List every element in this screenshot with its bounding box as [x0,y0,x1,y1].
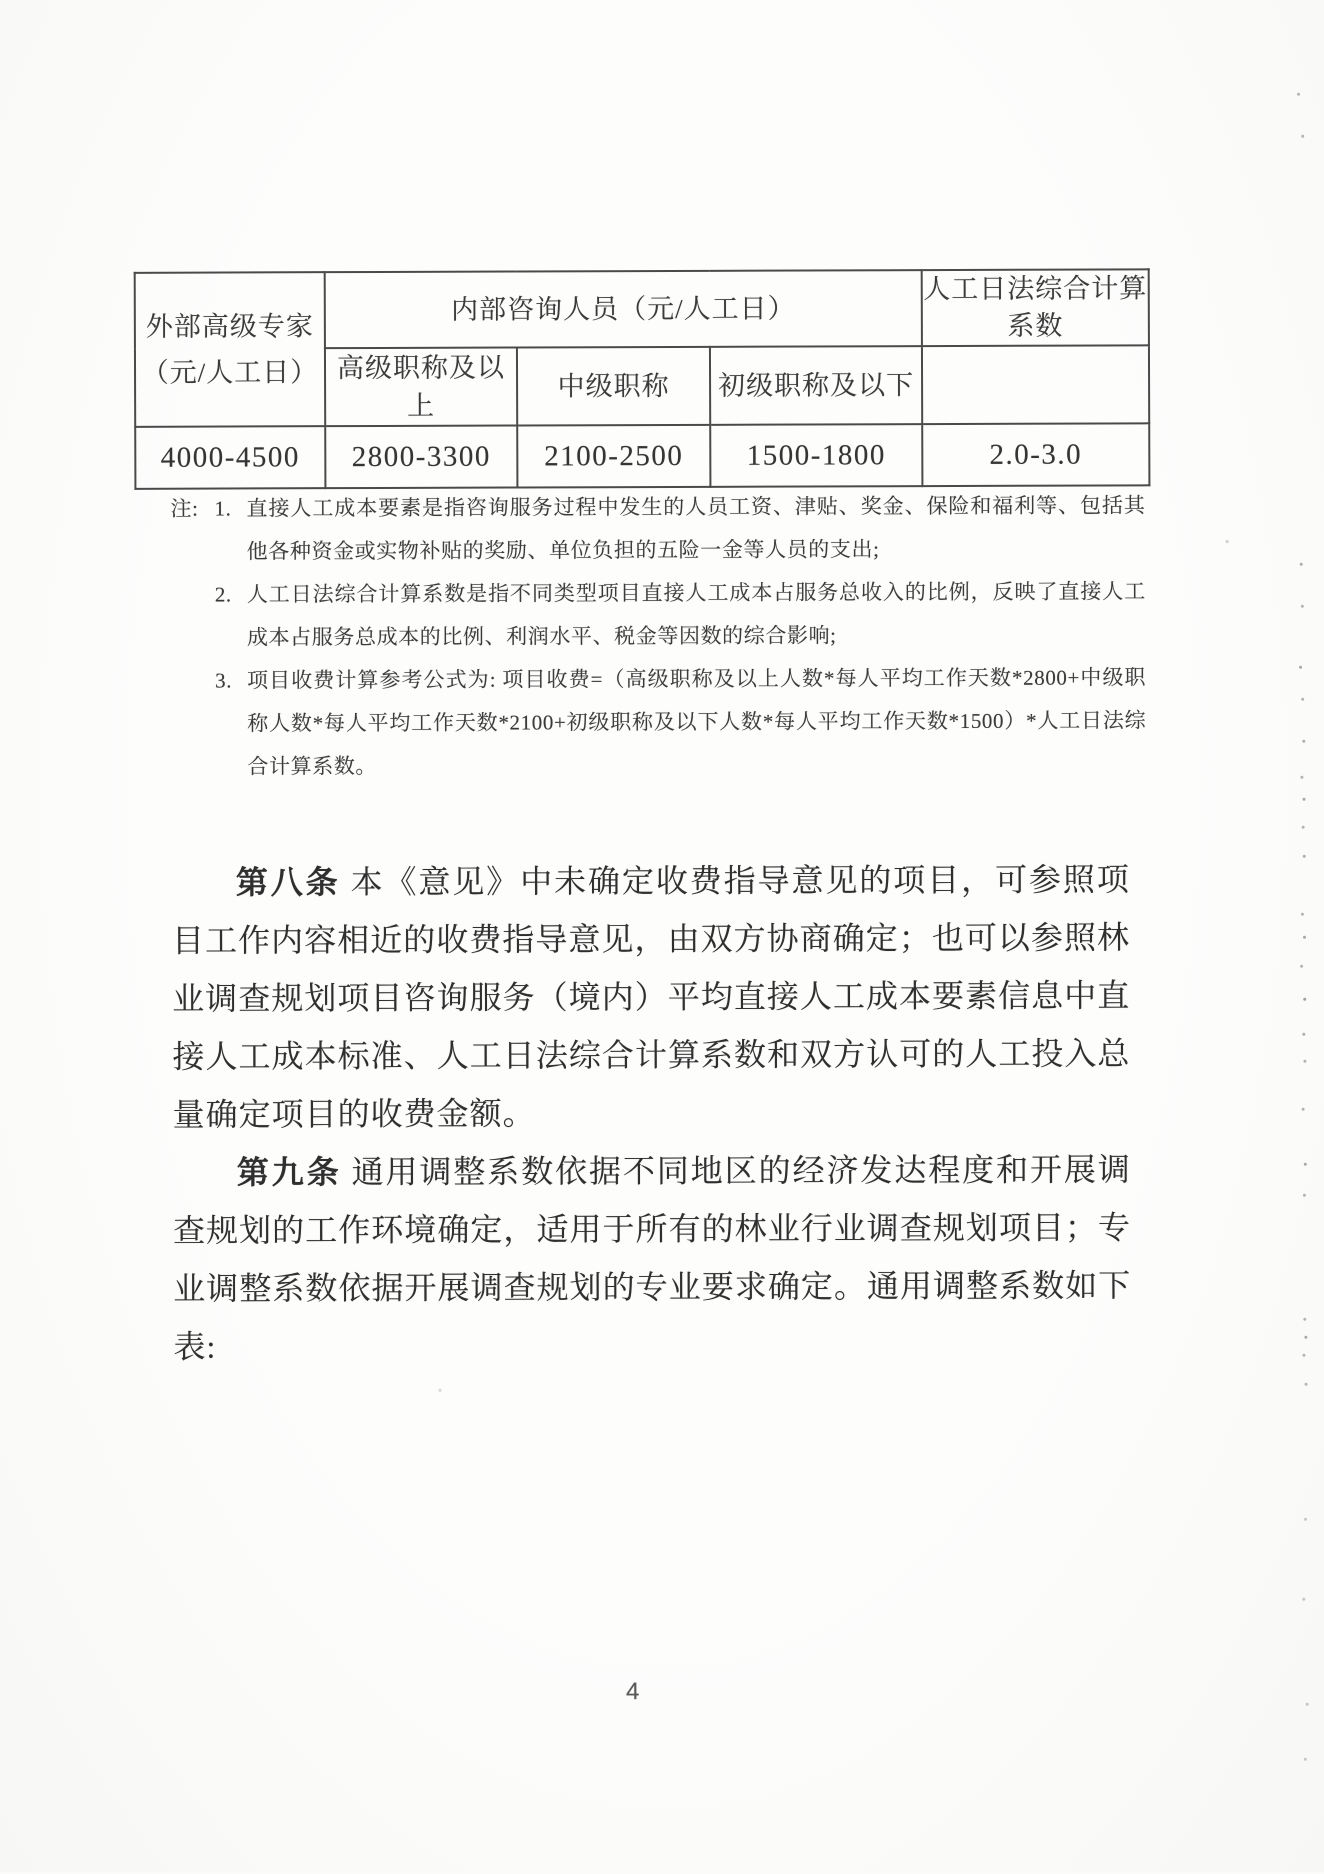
cell-junior-title-value: 1500-1800 [710,424,922,487]
note-3-number: 3. [215,668,233,693]
cell-mid-title-value: 2100-2500 [517,425,710,488]
header-cell-coefficient-empty [922,345,1149,424]
article-9-label: 第九条 [236,1154,342,1191]
note-item-2 [171,570,1146,659]
note-label-spacer [171,574,215,660]
header-cell-coefficient: 人工日法综合计算 系数 [922,269,1149,346]
labor-cost-fee-table [134,268,1151,490]
note-1-text: 直接人工成本要素是指咨询服务过程中发生的人员工资、津贴、奖金、保险和福利等、包括其他各种资金或实物补贴的奖励、单位负担的五险一金等人员的支出; [246,493,1146,564]
document-body [172,850,1132,1375]
note-2-number: 2. [214,582,232,607]
header-cell-senior-title: 高级职称及以 上 [325,348,517,427]
cell-external-expert-value: 4000-4500 [135,426,325,489]
header-cell-mid-title: 中级职称 [517,347,710,426]
header-cell-external-expert: 外部高级专家 （元/人工日） [135,272,326,427]
note-label-spacer [171,660,215,789]
note-item-3 [171,656,1146,788]
header-cell-junior-title: 初级职称及以下 [710,346,922,425]
header-cell-internal-consultant-group: 内部咨询人员（元/人工日） [325,270,922,348]
note-item-1 [170,484,1145,573]
article-8-paragraph [172,850,1131,1143]
article-8-label: 第八条 [235,864,341,901]
note-3-text: 项目收费计算参考公式为: 项目收费=（高级职称及以上人数*每人平均工作天数*2800+中级职称人数*每人平均工作天数*2100+初级职称及以下人数*每人平均工作天数*1500）*人工日法综合计算系数。 [247,665,1147,779]
note-1-number: 1. [214,496,232,521]
article-8-text: 本《意见》中未确定收费指导意见的项目，可参照项目工作内容相近的收费指导意见，由双方协商确定；也可以参照林业调查规划项目咨询服务（境内）平均直接人工成本要素信息中直接人工成本标准、人工日法综合计算系数和双方认可的人工投入总量确定项目的收费金额。 [171,861,1131,1133]
note-2-text: 人工日法综合计算系数是指不同类型项目直接人工成本占服务总收入的比例，反映了直接人工成本占服务总成本的比例、利润水平、税金等因数的综合影响; [246,579,1146,650]
article-9-text: 通用调整系数依据不同地区的经济发达程度和开展调查规划的工作环境确定，适用于所有的林业行业调查规划项目；专业调整系数依据开展调查规划的专业要求确定。通用调整系数如下表: [172,1151,1132,1365]
page-number: 4 [625,1678,640,1706]
table-data-row [135,423,1149,489]
notes-label: 注: [170,496,199,521]
table-header-row-1 [135,269,1149,349]
cell-coefficient-value: 2.0-3.0 [922,423,1149,486]
cell-senior-title-value: 2800-3300 [325,426,517,489]
article-9-paragraph [173,1140,1132,1375]
table-notes-block [170,484,1146,788]
